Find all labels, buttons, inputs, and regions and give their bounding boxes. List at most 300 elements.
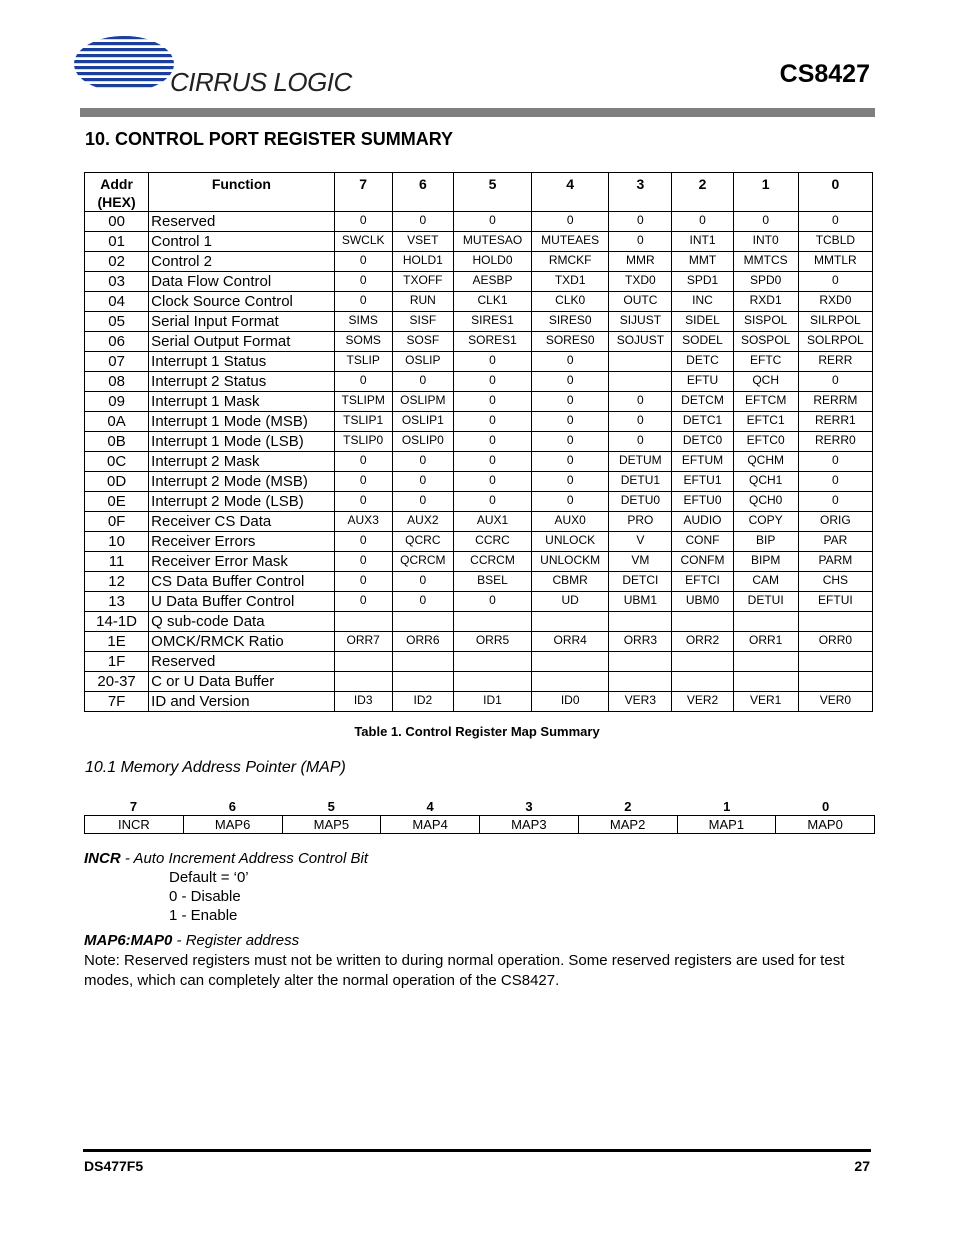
register-bit: QCH0 — [733, 492, 798, 512]
map-bit-number: 5 — [327, 799, 335, 814]
map-bit-number: 0 — [821, 799, 830, 814]
register-bit: TSLIPM — [334, 392, 392, 412]
register-bit: MMTLR — [798, 252, 872, 272]
register-bit: SORES1 — [453, 332, 531, 352]
register-address: 13 — [85, 592, 149, 612]
register-bit: 0 — [532, 212, 609, 232]
register-address: 11 — [85, 552, 149, 572]
register-bit: TSLIP0 — [334, 432, 392, 452]
register-bit — [392, 672, 453, 692]
register-bit: 0 — [532, 492, 609, 512]
register-bit: EFTC0 — [733, 432, 798, 452]
map-register-table — [84, 815, 875, 834]
register-address: 06 — [85, 332, 149, 352]
register-bit: 0 — [453, 432, 531, 452]
register-bit: UBM1 — [609, 592, 672, 612]
register-bit: 0 — [798, 472, 872, 492]
register-bit: ORR0 — [798, 632, 872, 652]
map-field: MAP6 — [183, 816, 282, 834]
register-bit: RERR1 — [798, 412, 872, 432]
register-bit — [672, 672, 733, 692]
map-bit-number: 3 — [525, 799, 533, 814]
register-bit — [798, 672, 872, 692]
register-function: Interrupt 1 Status — [149, 352, 334, 372]
column-header: 0 — [798, 173, 872, 212]
register-address: 20-37 — [85, 672, 149, 692]
register-address: 01 — [85, 232, 149, 252]
register-bit: 0 — [453, 392, 531, 412]
header-divider — [80, 108, 875, 117]
register-bit: 0 — [334, 372, 392, 392]
register-bit: 0 — [334, 572, 392, 592]
register-bit: 0 — [453, 372, 531, 392]
register-bit: 0 — [532, 452, 609, 472]
register-bit: 0 — [334, 492, 392, 512]
register-function: Interrupt 2 Mode (LSB) — [149, 492, 334, 512]
register-bit: QCH — [733, 372, 798, 392]
register-bit: VER3 — [609, 692, 672, 712]
register-bit: 0 — [392, 492, 453, 512]
column-header: 6 — [392, 173, 453, 212]
register-bit: 0 — [532, 472, 609, 492]
table-row — [85, 272, 873, 292]
register-address: 0A — [85, 412, 149, 432]
register-address: 03 — [85, 272, 149, 292]
register-bit: MUTESAO — [453, 232, 531, 252]
register-function: ID and Version — [149, 692, 334, 712]
map-bit-number: 7 — [129, 799, 138, 814]
register-bit: 0 — [609, 392, 672, 412]
register-bit: 0 — [392, 472, 453, 492]
table-row — [85, 492, 873, 512]
table-row — [85, 692, 873, 712]
register-bit — [334, 612, 392, 632]
incr-field-description: - Auto Increment Address Control Bit — [120, 850, 368, 867]
register-function: Data Flow Control — [149, 272, 334, 292]
register-bit: ID0 — [532, 692, 609, 712]
register-address: 0C — [85, 452, 149, 472]
register-bit: SIRES0 — [532, 312, 609, 332]
register-bit: 0 — [453, 472, 531, 492]
register-bit: AUX0 — [532, 512, 609, 532]
register-function: Control 2 — [149, 252, 334, 272]
register-bit — [672, 652, 733, 672]
register-bit: UBM0 — [672, 592, 733, 612]
register-address: 07 — [85, 352, 149, 372]
register-bit: 0 — [609, 232, 672, 252]
register-function: Interrupt 2 Status — [149, 372, 334, 392]
register-bit: 0 — [532, 392, 609, 412]
register-bit: 0 — [453, 412, 531, 432]
map-field-title — [84, 932, 299, 949]
register-address: 0D — [85, 472, 149, 492]
register-address: 0F — [85, 512, 149, 532]
register-bit: AESBP — [453, 272, 531, 292]
register-bit: 0 — [334, 592, 392, 612]
register-bit: EFTCI — [672, 572, 733, 592]
register-bit: SOLRPOL — [798, 332, 872, 352]
table-row — [85, 252, 873, 272]
register-bit: CCRC — [453, 532, 531, 552]
table-row — [85, 212, 873, 232]
incr-field-title — [84, 850, 368, 867]
subsection-title: 10.1 Memory Address Pointer (MAP) — [85, 759, 346, 776]
register-bit: CHS — [798, 572, 872, 592]
register-bit: EFTC — [733, 352, 798, 372]
map-field-row — [85, 816, 875, 834]
table-row — [85, 532, 873, 552]
table-row — [85, 652, 873, 672]
table-row — [85, 632, 873, 652]
register-bit — [532, 612, 609, 632]
register-bit: ID1 — [453, 692, 531, 712]
register-address: 0E — [85, 492, 149, 512]
register-bit: DETC1 — [672, 412, 733, 432]
register-bit: MMTCS — [733, 252, 798, 272]
map-field: MAP0 — [776, 816, 875, 834]
register-bit: TXD1 — [532, 272, 609, 292]
register-bit: TXOFF — [392, 272, 453, 292]
register-function: Reserved — [149, 652, 334, 672]
register-function: Control 1 — [149, 232, 334, 252]
register-function: Interrupt 1 Mode (LSB) — [149, 432, 334, 452]
register-function: OMCK/RMCK Ratio — [149, 632, 334, 652]
register-bit: ORIG — [798, 512, 872, 532]
register-bit: DETCI — [609, 572, 672, 592]
register-bit: 0 — [609, 212, 672, 232]
register-address: 10 — [85, 532, 149, 552]
register-bit: CBMR — [532, 572, 609, 592]
register-bit: SORES0 — [532, 332, 609, 352]
register-bit: AUX3 — [334, 512, 392, 532]
register-bit: MMR — [609, 252, 672, 272]
register-bit: RXD0 — [798, 292, 872, 312]
register-address: 05 — [85, 312, 149, 332]
register-bit: PARM — [798, 552, 872, 572]
register-bit: 0 — [453, 592, 531, 612]
register-bit: SILRPOL — [798, 312, 872, 332]
register-function: CS Data Buffer Control — [149, 572, 334, 592]
register-bit — [453, 612, 531, 632]
incr-default: Default = ‘0’ — [169, 869, 249, 886]
register-bit: AUX2 — [392, 512, 453, 532]
register-bit — [798, 652, 872, 672]
register-bit: 0 — [733, 212, 798, 232]
register-bit: CLK1 — [453, 292, 531, 312]
register-bit: HOLD0 — [453, 252, 531, 272]
register-bit: OSLIP — [392, 352, 453, 372]
register-bit: 0 — [798, 212, 872, 232]
register-bit: TSLIP — [334, 352, 392, 372]
register-bit: 0 — [392, 212, 453, 232]
register-bit: CLK0 — [532, 292, 609, 312]
register-bit: V — [609, 532, 672, 552]
register-bit: DETC0 — [672, 432, 733, 452]
table-body — [85, 212, 873, 712]
register-address: 1E — [85, 632, 149, 652]
register-bit: RUN — [392, 292, 453, 312]
incr-disable: 0 - Disable — [169, 888, 241, 905]
register-bit: BIP — [733, 532, 798, 552]
register-bit: SODEL — [672, 332, 733, 352]
register-bit: 0 — [334, 252, 392, 272]
register-bit: OSLIP1 — [392, 412, 453, 432]
register-bit: INT1 — [672, 232, 733, 252]
register-bit: OSLIPM — [392, 392, 453, 412]
register-address: 04 — [85, 292, 149, 312]
register-bit: 0 — [798, 372, 872, 392]
register-bit: 0 — [532, 372, 609, 392]
column-header: 4 — [532, 173, 609, 212]
register-bit — [609, 612, 672, 632]
reserved-note: Note: Reserved registers must not be written to during normal operation. Some reserved registers are used for test modes, which can completely alter the normal operation of the CS8427. — [84, 952, 845, 989]
register-bit: UD — [532, 592, 609, 612]
register-bit: SWCLK — [334, 232, 392, 252]
table-row — [85, 472, 873, 492]
table-row — [85, 552, 873, 572]
register-bit: UNLOCK — [532, 532, 609, 552]
register-bit: 0 — [798, 492, 872, 512]
map-field: MAP5 — [282, 816, 381, 834]
register-bit: CONF — [672, 532, 733, 552]
register-bit: SOMS — [334, 332, 392, 352]
register-bit: AUX1 — [453, 512, 531, 532]
register-bit: 0 — [334, 272, 392, 292]
table-row — [85, 352, 873, 372]
register-bit: DETU0 — [609, 492, 672, 512]
register-bit: SISPOL — [733, 312, 798, 332]
register-bit: ORR7 — [334, 632, 392, 652]
map-field: MAP2 — [578, 816, 677, 834]
svg-text:CIRRUS LOGIC: CIRRUS LOGIC — [170, 67, 352, 97]
table-row — [85, 392, 873, 412]
register-bit: ID3 — [334, 692, 392, 712]
register-bit: 0 — [334, 552, 392, 572]
map-field-description: - Register address — [172, 932, 300, 949]
register-bit — [453, 652, 531, 672]
table-row — [85, 332, 873, 352]
register-bit: 0 — [672, 212, 733, 232]
register-bit: EFTC1 — [733, 412, 798, 432]
register-function: U Data Buffer Control — [149, 592, 334, 612]
register-bit: ORR6 — [392, 632, 453, 652]
register-bit — [392, 652, 453, 672]
register-bit: DETU1 — [609, 472, 672, 492]
register-bit: QCRC — [392, 532, 453, 552]
document-id: DS477F5 — [84, 1158, 144, 1174]
map-bit-number: 2 — [624, 799, 632, 814]
register-bit: RERRM — [798, 392, 872, 412]
register-bit: SISF — [392, 312, 453, 332]
map-field-name: MAP6:MAP0 — [84, 932, 173, 949]
register-address: 09 — [85, 392, 149, 412]
register-bit: 0 — [334, 292, 392, 312]
register-bit: SOSF — [392, 332, 453, 352]
register-bit: BSEL — [453, 572, 531, 592]
register-bit: TXD0 — [609, 272, 672, 292]
register-bit: VSET — [392, 232, 453, 252]
column-header: 5 — [453, 173, 531, 212]
footer-divider — [83, 1149, 871, 1152]
register-bit: AUDIO — [672, 512, 733, 532]
cirrus-logic-logo — [74, 34, 364, 98]
register-bit: 0 — [532, 352, 609, 372]
register-function: Serial Output Format — [149, 332, 334, 352]
register-bit: QCRCM — [392, 552, 453, 572]
register-bit: 0 — [798, 272, 872, 292]
column-header: Addr (HEX) — [85, 173, 149, 212]
register-function: Clock Source Control — [149, 292, 334, 312]
register-bit: RMCKF — [532, 252, 609, 272]
map-field: MAP3 — [480, 816, 579, 834]
register-function: Interrupt 1 Mode (MSB) — [149, 412, 334, 432]
register-address: 12 — [85, 572, 149, 592]
register-bit: TSLIP1 — [334, 412, 392, 432]
map-field: MAP4 — [381, 816, 480, 834]
table-row — [85, 312, 873, 332]
register-bit: ORR4 — [532, 632, 609, 652]
register-map-table — [84, 172, 873, 712]
register-bit: QCH1 — [733, 472, 798, 492]
register-bit: SIRES1 — [453, 312, 531, 332]
register-bit — [609, 372, 672, 392]
register-bit: SOSPOL — [733, 332, 798, 352]
register-function: Interrupt 2 Mode (MSB) — [149, 472, 334, 492]
register-bit: EFTUI — [798, 592, 872, 612]
register-bit — [609, 672, 672, 692]
register-bit: PRO — [609, 512, 672, 532]
register-bit: EFTUM — [672, 452, 733, 472]
register-bit: BIPM — [733, 552, 798, 572]
register-bit — [733, 652, 798, 672]
register-bit: CAM — [733, 572, 798, 592]
register-bit: EFTCM — [733, 392, 798, 412]
table-row — [85, 412, 873, 432]
register-bit: 0 — [532, 432, 609, 452]
register-bit: EFTU1 — [672, 472, 733, 492]
table-row — [85, 452, 873, 472]
register-bit: DETUM — [609, 452, 672, 472]
column-header: 3 — [609, 173, 672, 212]
register-bit — [733, 612, 798, 632]
register-bit: VER2 — [672, 692, 733, 712]
register-bit — [532, 652, 609, 672]
register-address: 00 — [85, 212, 149, 232]
register-bit: MMT — [672, 252, 733, 272]
register-bit: SOJUST — [609, 332, 672, 352]
register-function: Receiver CS Data — [149, 512, 334, 532]
incr-enable: 1 - Enable — [169, 907, 238, 924]
register-bit: EFTU0 — [672, 492, 733, 512]
register-function: Q sub-code Data — [149, 612, 334, 632]
table-row — [85, 592, 873, 612]
column-header: 7 — [334, 173, 392, 212]
map-bit-number: 4 — [426, 799, 434, 814]
table-row — [85, 572, 873, 592]
register-bit: 0 — [334, 472, 392, 492]
register-function: Interrupt 1 Mask — [149, 392, 334, 412]
register-address: 1F — [85, 652, 149, 672]
register-bit: 0 — [392, 372, 453, 392]
register-bit: INC — [672, 292, 733, 312]
register-bit: DETUI — [733, 592, 798, 612]
map-bit-number: 6 — [228, 799, 236, 814]
register-bit: ORR1 — [733, 632, 798, 652]
map-field: MAP1 — [677, 816, 776, 834]
register-bit: ORR5 — [453, 632, 531, 652]
register-bit: ORR3 — [609, 632, 672, 652]
table-row — [85, 432, 873, 452]
map-field: INCR — [85, 816, 184, 834]
chip-name: CS8427 — [779, 60, 870, 88]
register-bit: 0 — [609, 412, 672, 432]
table-row — [85, 672, 873, 692]
column-header: Function — [149, 173, 334, 212]
table-row — [85, 512, 873, 532]
register-bit: 0 — [453, 212, 531, 232]
register-bit: EFTU — [672, 372, 733, 392]
register-address: 0B — [85, 432, 149, 452]
register-bit: DETCM — [672, 392, 733, 412]
register-function: Receiver Error Mask — [149, 552, 334, 572]
register-bit: DETC — [672, 352, 733, 372]
register-bit: SIMS — [334, 312, 392, 332]
register-bit: 0 — [392, 452, 453, 472]
register-bit: PAR — [798, 532, 872, 552]
register-bit — [453, 672, 531, 692]
register-bit: 0 — [609, 432, 672, 452]
register-bit: TCBLD — [798, 232, 872, 252]
register-bit — [798, 612, 872, 632]
register-bit: HOLD1 — [392, 252, 453, 272]
register-bit: 0 — [334, 532, 392, 552]
register-bit: ORR2 — [672, 632, 733, 652]
register-bit: 0 — [532, 412, 609, 432]
register-function: C or U Data Buffer — [149, 672, 334, 692]
register-bit — [609, 652, 672, 672]
incr-field-name: INCR — [84, 850, 121, 867]
register-bit — [392, 612, 453, 632]
table-row — [85, 372, 873, 392]
register-bit: VM — [609, 552, 672, 572]
table-row — [85, 612, 873, 632]
register-bit: MUTEAES — [532, 232, 609, 252]
register-bit: CCRCM — [453, 552, 531, 572]
register-bit: INT0 — [733, 232, 798, 252]
register-address: 08 — [85, 372, 149, 392]
register-bit: 0 — [334, 452, 392, 472]
register-bit — [609, 352, 672, 372]
register-bit: QCHM — [733, 452, 798, 472]
page-number: 27 — [854, 1158, 870, 1174]
register-bit: 0 — [453, 492, 531, 512]
register-function: Receiver Errors — [149, 532, 334, 552]
register-bit: 0 — [453, 352, 531, 372]
register-bit: 0 — [334, 212, 392, 232]
register-address: 02 — [85, 252, 149, 272]
register-bit — [334, 652, 392, 672]
register-bit: 0 — [392, 592, 453, 612]
register-function: Interrupt 2 Mask — [149, 452, 334, 472]
section-title: 10. CONTROL PORT REGISTER SUMMARY — [85, 129, 454, 149]
register-bit: ID2 — [392, 692, 453, 712]
register-bit: RERR0 — [798, 432, 872, 452]
register-bit: RERR — [798, 352, 872, 372]
register-bit: UNLOCKM — [532, 552, 609, 572]
register-bit — [672, 612, 733, 632]
register-bit: SPD1 — [672, 272, 733, 292]
register-bit: 0 — [453, 452, 531, 472]
